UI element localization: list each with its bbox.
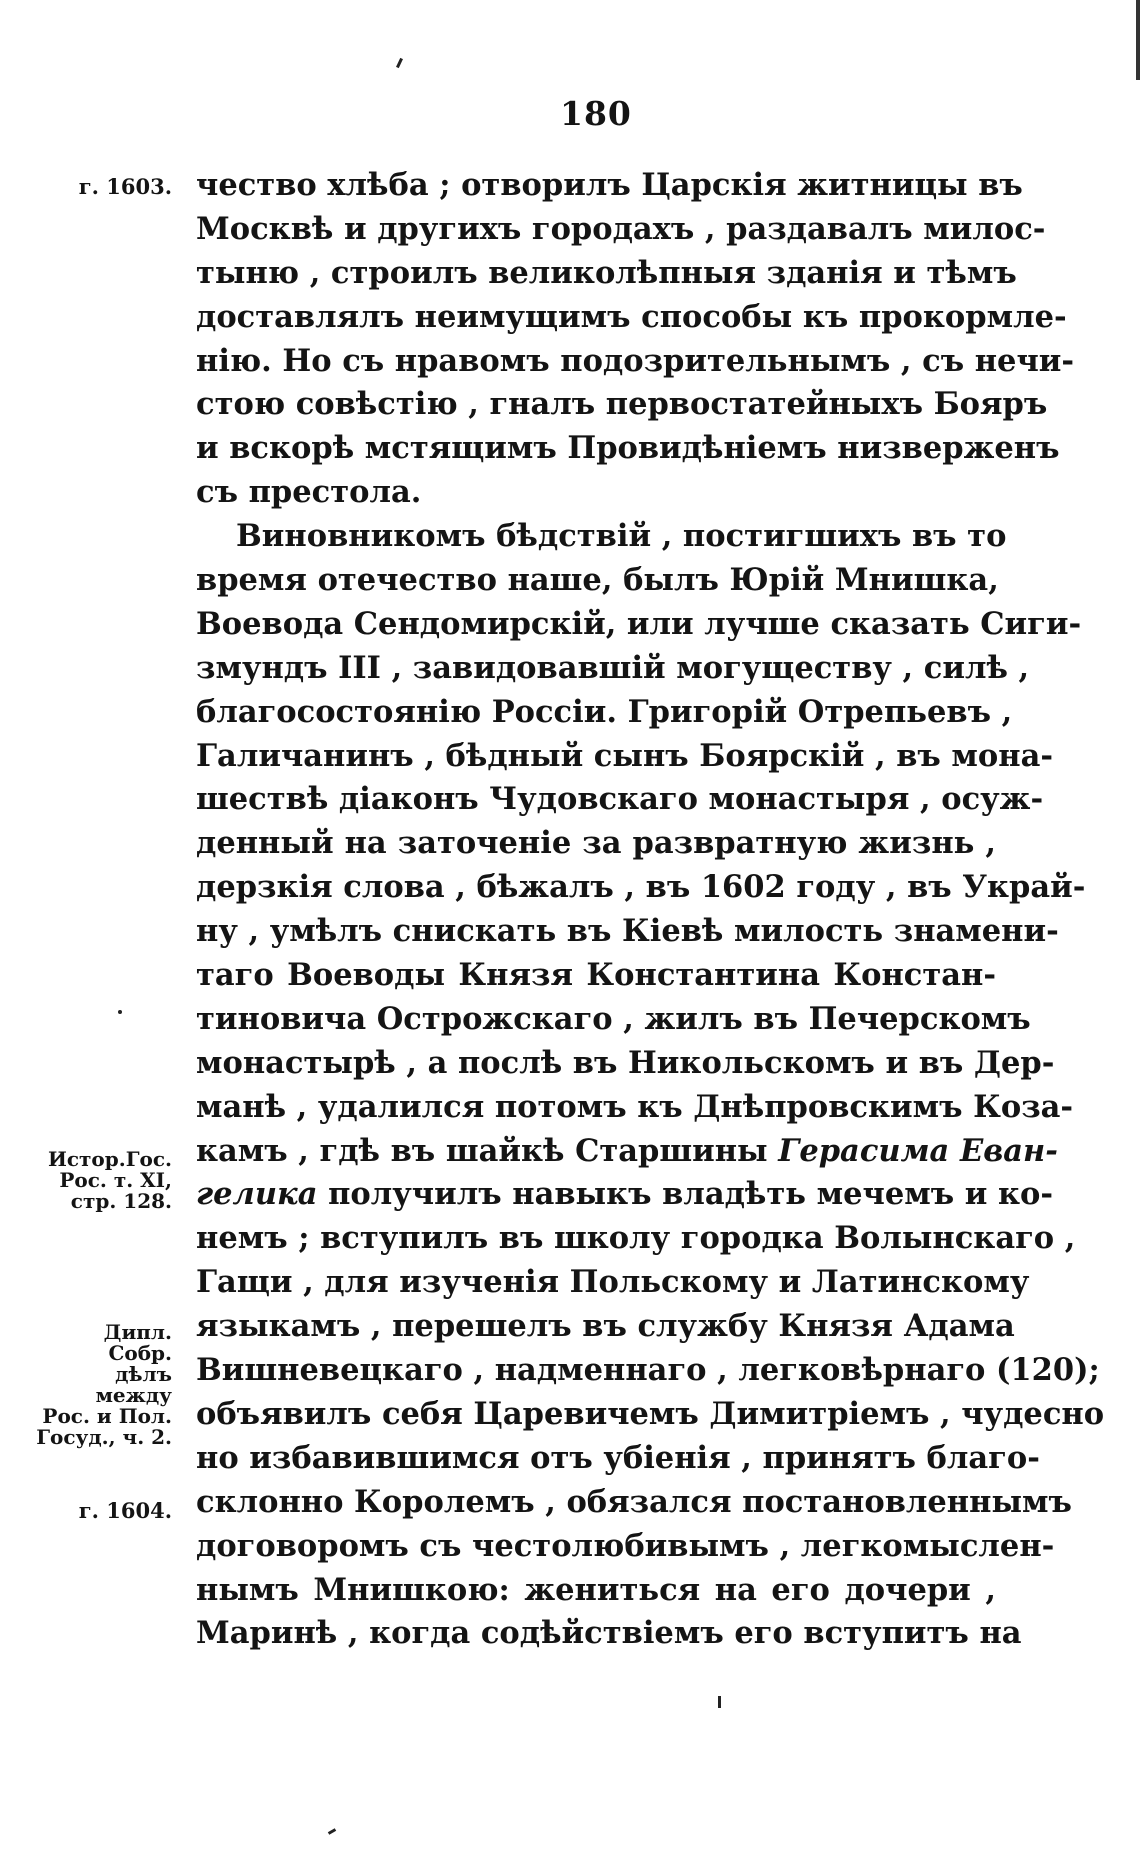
margin-source-line: Госуд., ч. 2. — [36, 1425, 172, 1449]
text-line: Москвѣ и другихъ городахъ , раздавалъ милос- — [196, 210, 1046, 247]
page-number: 180 — [560, 94, 632, 133]
margin-source-line: Рос. и Пол. — [42, 1404, 172, 1428]
text-line: Виновникомъ бѣдствій , постигшихъ въ то — [236, 518, 1007, 555]
margin-source-line: Рос. т. XI, — [59, 1168, 172, 1192]
scan-speck — [396, 58, 403, 68]
text-line: Воевода Сендомирскій, или лучше сказать Сиги- — [196, 605, 1082, 642]
text-line: нымъ Мнишкою: жениться на его дочери , — [196, 1571, 996, 1608]
text-line: нію. Но съ нравомъ подозрительнымъ , съ нечи- — [196, 342, 1075, 379]
paragraph-1 — [196, 164, 1075, 515]
text-line: дерзкія слова , бѣжалъ , въ 1602 году , въ Украй- — [196, 869, 1086, 906]
margin-source-line: стр. 128. — [70, 1189, 172, 1213]
text-line: Маринѣ , когда содѣйствіемъ его вступитъ на — [196, 1615, 1022, 1652]
text-line: стою совѣстію , гналъ первостатейныхъ Бояръ — [196, 386, 1048, 423]
text-line: манѣ , удалился потомъ къ Днѣпровскимъ Коза- — [196, 1088, 1074, 1125]
scan-edge-mark — [1136, 0, 1140, 80]
text-line: ну , умѣлъ снискать въ Кіевѣ милость знамени- — [196, 913, 1059, 950]
text-line: объявилъ себя Царевичемъ Димитріемъ , чудесно — [196, 1395, 1105, 1432]
text-line: склонно Королемъ , обязался постановленнымъ — [196, 1483, 1072, 1520]
margin-source-line: дѣлъ между — [95, 1362, 172, 1407]
text-line: тиновича Острожскаго , жилъ въ Печерскомъ — [196, 1000, 1031, 1037]
body-text — [196, 164, 1105, 1656]
text-line: языкамъ , перешелъ въ службу Князя Адама — [196, 1308, 1015, 1345]
paragraph-2 — [196, 515, 1105, 1656]
text-line: монастырѣ , а послѣ въ Никольскомъ и въ Дер- — [196, 1044, 1055, 1081]
scan-speck — [328, 1828, 336, 1835]
text-line-italic: камъ , гдѣ въ шайкѣ Старшины Герасима Еван- — [196, 1132, 1058, 1169]
margin-year-1603: г. 1603. — [78, 174, 172, 199]
text-line: денный на заточеніе за развратную жизнь , — [196, 825, 996, 862]
text-line: съ престола. — [196, 474, 422, 511]
text-line: Галичанинъ , бѣдный сынъ Боярскій , въ мона- — [196, 737, 1054, 774]
text-line: немъ ; вступилъ въ школу городка Волынскаго , — [196, 1220, 1076, 1257]
text-line: Вишневецкаго , надменнаго , легковѣрнаго (120); — [196, 1352, 1100, 1389]
text-line: время отечество наше, былъ Юрій Мнишка, — [196, 562, 999, 599]
scan-speck — [718, 1696, 721, 1708]
text-line: договоромъ съ честолюбивымъ , легкомыслен- — [196, 1527, 1055, 1564]
margin-source-diplomatic — [34, 1322, 172, 1448]
text-line: благосостоянію Россіи. Григорій Отрепьевъ , — [196, 693, 1013, 730]
text-line: доставлялъ неимущимъ способы къ прокормле- — [196, 298, 1067, 335]
text-line: таго Воеводы Князя Константина Констан- — [196, 957, 996, 994]
text-line: чество хлѣба ; отворилъ Царскія житницы въ — [196, 167, 1023, 203]
text-line: Гащи , для изученія Польскому и Латинскому — [196, 1264, 1030, 1301]
margin-source-line: Дипл. Собр. — [103, 1320, 172, 1365]
text-line-italic: гелика получилъ навыкъ владѣть мечемъ и ко- — [196, 1176, 1053, 1213]
margin-year-1604: г. 1604. — [78, 1498, 172, 1523]
scan-speck — [118, 1010, 122, 1014]
text-line: и вскорѣ мстящимъ Провидѣніемъ низверженъ — [196, 430, 1060, 467]
text-line: змундъ III , завидовавшій могуществу , силѣ , — [196, 649, 1030, 686]
text-line: шествѣ діаконъ Чудовскаго монастыря , осуж- — [196, 781, 1044, 818]
text-line: но избавившимся отъ убіенія , принятъ благо- — [196, 1439, 1040, 1476]
margin-source-istoriya — [34, 1149, 172, 1212]
italic-name: гелика — [196, 1176, 318, 1213]
italic-name: Герасима Еван- — [778, 1132, 1058, 1169]
margin-source-line: Истор.Гос. — [47, 1147, 172, 1171]
text-line: тыню , строилъ великолѣпныя зданія и тѣмъ — [196, 254, 1017, 291]
